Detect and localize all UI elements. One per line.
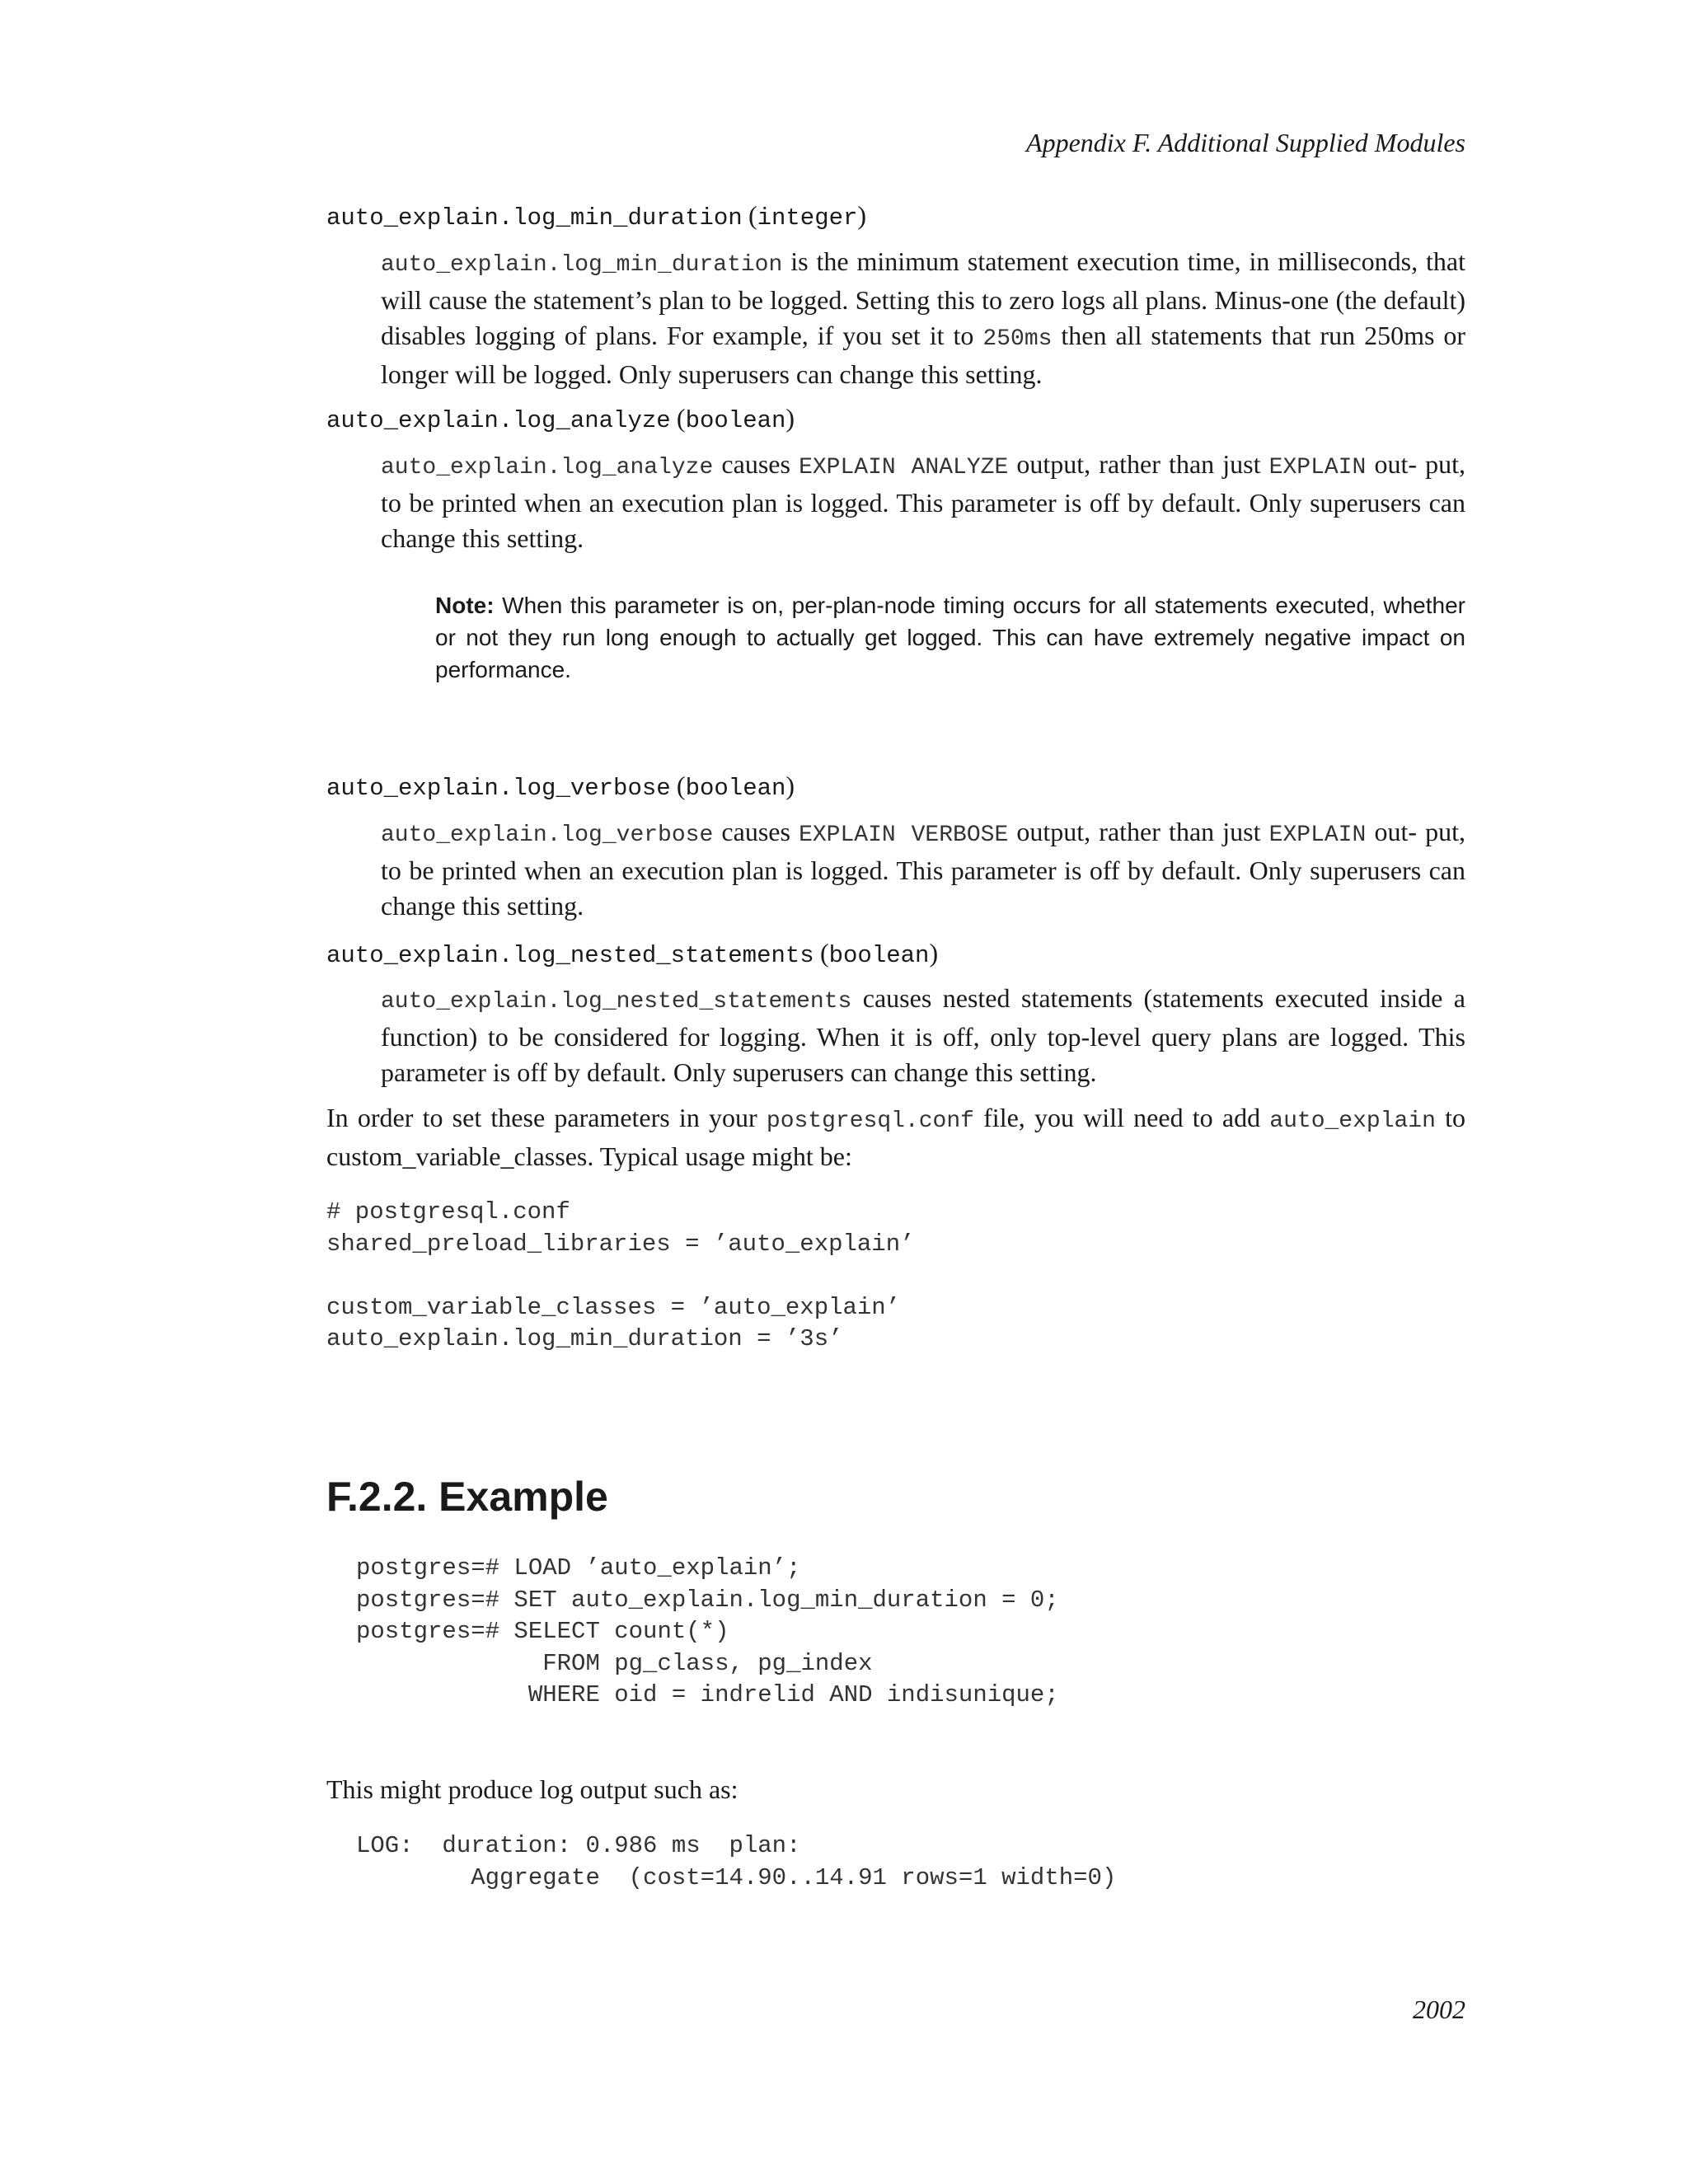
section-heading: F.2.2. Example [326, 1474, 608, 1520]
param-name: auto_explain.log_nested_statements [326, 942, 814, 969]
param-term-log-analyze: auto_explain.log_analyze (boolean) [326, 403, 795, 434]
param-term-log-nested-statements: auto_explain.log_nested_statements (boolean) [326, 938, 939, 969]
page-number: 2002 [1413, 1994, 1465, 2024]
param-desc-log-nested-statements: auto_explain.log_nested_statements causes nested statements (statements executed inside a function) to be considered for logging. When it is off, only top-level query plans are logged. This parameter is off by default. Only superusers can change this setting. [381, 983, 1465, 1087]
example-code-block: postgres=# LOAD ’auto_explain’; postgres=# SET auto_explain.log_min_duration = 0; postgres=# SELECT count(*) FROM pg_class, pg_index WHERE oid = indrelid AND indisunique; [356, 1554, 1059, 1708]
log-output-block: LOG: duration: 0.986 ms plan: Aggregate (cost=14.90..14.91 rows=1 width=0) [356, 1832, 1117, 1891]
config-code-block: # postgresql.conf shared_preload_libraries = ’auto_explain’ custom_variable_classes = ’auto_explain’ auto_explain.log_min_duration = ’3s’ [326, 1198, 915, 1352]
param-name: auto_explain.log_analyze [326, 407, 671, 434]
param-term-log-verbose: auto_explain.log_verbose (boolean) [326, 771, 795, 802]
param-name: auto_explain.log_verbose [326, 775, 671, 802]
param-type: boolean [685, 407, 786, 434]
note-text: When this parameter is on, per-plan-node timing occurs for all statements executed, whether or not they run long enough to actually get logged. This can have extremely negative impact on performance. [435, 593, 1465, 682]
param-type: boolean [828, 942, 930, 969]
param-type: integer [757, 204, 858, 232]
running-header: Appendix F. Additional Supplied Modules [1026, 128, 1465, 157]
param-desc-log-verbose: auto_explain.log_verbose causes EXPLAIN VERBOSE output, rather than just EXPLAIN out- put, to be printed when an execution plan is logged. This parameter is off by default. Only superusers can change this setting. [381, 817, 1466, 921]
note-label: Note: [435, 593, 495, 618]
param-type: boolean [685, 775, 786, 802]
log-intro-text: This might produce log output such as: [326, 1774, 738, 1804]
param-term-log-min-duration: auto_explain.log_min_duration (integer) [326, 200, 867, 232]
param-name: auto_explain.log_min_duration [326, 204, 743, 232]
config-paragraph: In order to set these parameters in your postgresql.conf file, you will need to add auto_explain to custom_variable_classes. Typical usage might be: [326, 1103, 1466, 1171]
param-desc-log-min-duration: auto_explain.log_min_duration is the minimum statement execution time, in milliseconds, that will cause the statement’s plan to be logged. Setting this to zero logs all plans. Minus-one (the default) disables logging of plans. For example, if you set it to 250ms then all statements that run 250ms or longer will be logged. Only superusers can change this setting. [381, 246, 1466, 389]
param-desc-log-analyze: auto_explain.log_analyze causes EXPLAIN ANALYZE output, rather than just EXPLAIN out- put, to be printed when an execution plan is logged. This parameter is off by default. Only superusers can change this setting. [381, 449, 1466, 553]
note-box [435, 589, 1465, 686]
